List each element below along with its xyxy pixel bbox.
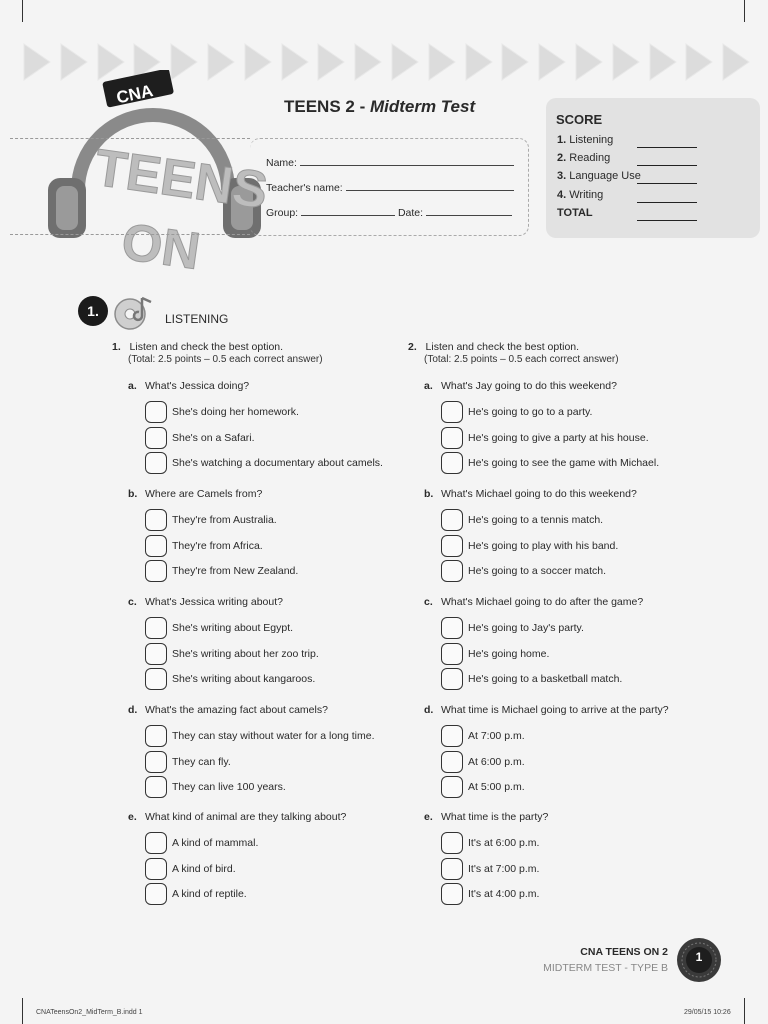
answer-checkbox[interactable]	[441, 643, 463, 665]
chevron-icon	[537, 42, 567, 82]
answer-text: A kind of bird.	[172, 862, 236, 875]
logo-main-text: TEENS	[91, 138, 268, 221]
question	[128, 596, 283, 608]
question-letter: e.	[128, 811, 137, 823]
answer-text: He's going to give a party at his house.	[468, 431, 649, 444]
answer-checkbox[interactable]	[441, 883, 463, 905]
question	[128, 811, 346, 823]
answer-checkbox[interactable]	[145, 535, 167, 557]
chevron-icon	[316, 42, 346, 82]
question-letter: c.	[128, 596, 137, 608]
group-field[interactable]	[266, 206, 512, 219]
answer-text: He's going to Jay's party.	[468, 622, 584, 634]
answer-text: They're from New Zealand.	[172, 565, 299, 577]
exercise-points: (Total: 2.5 points – 0.5 each correct answer)	[128, 354, 323, 365]
answer-text: A kind of reptile.	[172, 888, 247, 900]
logo-brand-text: CNA	[114, 81, 155, 108]
answer-checkbox[interactable]	[441, 427, 463, 449]
score-blank[interactable]	[637, 165, 697, 166]
answer-text: He's going to see the game with Michael.	[468, 457, 660, 469]
answer-text: He's going to a tennis match.	[468, 514, 604, 526]
answer-text: He's going to a soccer match.	[468, 565, 606, 577]
teacher-label: Teacher's name:	[266, 182, 343, 194]
score-row-label: Reading	[569, 152, 611, 164]
answer-text: She's doing her homework.	[172, 406, 299, 418]
chevron-icon	[280, 42, 310, 82]
answer-text: At 6:00 p.m.	[468, 755, 525, 768]
crop-mark	[744, 0, 745, 22]
answer-text: She's writing about Egypt.	[172, 622, 294, 634]
answer-checkbox[interactable]	[441, 858, 463, 880]
answer-checkbox[interactable]	[145, 427, 167, 449]
score-row-label: Writing	[569, 189, 604, 201]
question-text: What's the amazing fact about camels?	[145, 704, 328, 716]
question-letter: d.	[128, 704, 138, 716]
chevron-icon	[648, 42, 678, 82]
title-main: TEENS 2 -	[284, 97, 370, 116]
header-divider	[10, 138, 250, 139]
score-row-label: Listening	[569, 134, 614, 146]
answer-text: They're from Africa.	[172, 539, 263, 552]
chevron-icon	[684, 42, 714, 82]
score-blank[interactable]	[637, 202, 697, 203]
question-letter: d.	[424, 704, 434, 716]
question	[424, 488, 637, 500]
answer-checkbox[interactable]	[145, 560, 167, 582]
answer-text: She's writing about her zoo trip.	[172, 647, 319, 660]
answer-checkbox[interactable]	[441, 535, 463, 557]
cd-audio-icon	[112, 292, 158, 332]
crop-mark	[744, 998, 745, 1024]
question-text: What's Jessica writing about?	[145, 596, 283, 608]
answer-text: He's going to a basketball match.	[468, 673, 623, 685]
answer-checkbox[interactable]	[441, 751, 463, 773]
answer-text: They can stay without water for a long time.	[172, 730, 375, 742]
question-text: What's Michael going to do after the game?	[441, 596, 644, 608]
answer-checkbox[interactable]	[145, 509, 167, 531]
teens-on-logo	[38, 70, 268, 280]
answer-text: He's going to go to a party.	[468, 406, 593, 418]
score-row	[557, 152, 610, 164]
answer-checkbox[interactable]	[441, 509, 463, 531]
score-panel	[546, 98, 760, 238]
question-text: What time is Michael going to arrive at the party?	[441, 704, 669, 716]
answer-checkbox[interactable]	[145, 725, 167, 747]
score-row-label: Language Use	[569, 170, 641, 182]
answer-checkbox[interactable]	[145, 643, 167, 665]
answer-text: A kind of mammal.	[172, 837, 259, 849]
name-field[interactable]	[266, 156, 514, 169]
name-label: Name:	[266, 157, 297, 169]
score-row-number: 2.	[557, 152, 567, 164]
page-title	[284, 97, 475, 117]
question-text: Where are Camels from?	[145, 488, 263, 500]
chevron-icon	[500, 42, 530, 82]
question	[128, 488, 262, 500]
crop-mark	[22, 0, 23, 22]
question-text: What kind of animal are they talking about?	[145, 811, 347, 823]
question-letter: b.	[424, 488, 434, 500]
answer-checkbox[interactable]	[145, 776, 167, 798]
slug-date: 29/05/15 10:26	[684, 1009, 731, 1016]
answer-text: He's going home.	[468, 647, 550, 660]
question	[424, 811, 548, 823]
answer-text: At 5:00 p.m.	[468, 781, 525, 793]
score-blank[interactable]	[637, 147, 697, 148]
question-letter: e.	[424, 811, 433, 823]
answer-checkbox[interactable]	[441, 668, 463, 690]
exercise-number: 1.	[112, 341, 121, 353]
answer-text: It's at 4:00 p.m.	[468, 888, 540, 900]
answer-checkbox[interactable]	[441, 401, 463, 423]
chevron-icon	[353, 42, 383, 82]
answer-checkbox[interactable]	[145, 617, 167, 639]
score-row-number: 3.	[557, 170, 567, 182]
question-text: What's Michael going to do this weekend?	[441, 488, 637, 500]
chevron-icon	[721, 42, 751, 82]
answer-text: They're from Australia.	[172, 514, 277, 526]
header-divider	[10, 234, 250, 235]
footer-subtitle: MIDTERM TEST - TYPE B	[543, 962, 668, 974]
question	[128, 380, 249, 392]
chevron-icon	[390, 42, 420, 82]
question	[424, 596, 643, 608]
answer-text: She's watching a documentary about camels.	[172, 457, 383, 469]
question	[128, 704, 328, 716]
answer-checkbox[interactable]	[145, 751, 167, 773]
exercise-number: 2.	[408, 341, 417, 353]
exercise-points: (Total: 2.5 points – 0.5 each correct answer)	[424, 354, 619, 365]
question-text: What's Jay going to do this weekend?	[441, 380, 617, 392]
exercise-instruction: Listen and check the best option.	[129, 341, 284, 353]
chevron-icon	[427, 42, 457, 82]
exercise-instruction: Listen and check the best option.	[425, 341, 580, 353]
answer-checkbox[interactable]	[145, 668, 167, 690]
answer-checkbox[interactable]	[145, 858, 167, 880]
answer-text: She's writing about kangaroos.	[172, 673, 316, 685]
score-row-number: 4.	[557, 189, 567, 201]
title-italic: Midterm Test	[369, 97, 476, 116]
answer-text: It's at 7:00 p.m.	[468, 862, 540, 875]
page-number: 1	[695, 950, 703, 964]
answer-checkbox[interactable]	[145, 883, 167, 905]
answer-checkbox[interactable]	[441, 560, 463, 582]
answer-checkbox[interactable]	[441, 452, 463, 474]
answer-checkbox[interactable]	[145, 401, 167, 423]
question-letter: a.	[424, 380, 433, 392]
group-label: Group:	[266, 207, 299, 219]
question-letter: a.	[128, 380, 137, 392]
answer-checkbox[interactable]	[441, 617, 463, 639]
question	[424, 704, 669, 716]
answer-checkbox[interactable]	[441, 776, 463, 798]
question	[424, 380, 617, 392]
exercise-heading	[408, 341, 619, 365]
score-row-number: 1.	[557, 134, 567, 146]
question-letter: c.	[424, 596, 433, 608]
answer-checkbox[interactable]	[145, 452, 167, 474]
exercise-heading	[112, 341, 323, 365]
logo-main-text-2: ON	[118, 212, 204, 280]
date-label: Date:	[397, 207, 424, 219]
answer-text: It's at 6:00 p.m.	[468, 837, 540, 849]
score-blank[interactable]	[637, 220, 697, 221]
chevron-icon	[611, 42, 641, 82]
score-row	[557, 207, 593, 219]
score-blank[interactable]	[637, 183, 697, 184]
answer-text: They can fly.	[172, 755, 231, 768]
score-row	[557, 189, 603, 201]
score-row-label: TOTAL	[557, 207, 593, 219]
question-text: What's Jessica doing?	[145, 380, 250, 392]
answer-text: They can live 100 years.	[172, 781, 286, 793]
question-text: What time is the party?	[441, 811, 549, 823]
section-number-badge: 1.	[78, 296, 108, 326]
slug-file: CNATeensOn2_MidTerm_B.indd 1	[36, 1009, 143, 1016]
score-row	[557, 170, 641, 182]
chevron-icon	[574, 42, 604, 82]
answer-text: At 7:00 p.m.	[468, 730, 525, 742]
score-title: SCORE	[556, 112, 603, 127]
section-label: LISTENING	[165, 312, 229, 326]
answer-checkbox[interactable]	[145, 832, 167, 854]
answer-checkbox[interactable]	[441, 832, 463, 854]
answer-text: He's going to play with his band.	[468, 539, 619, 552]
teacher-name-field[interactable]	[266, 181, 514, 194]
answer-checkbox[interactable]	[441, 725, 463, 747]
question-letter: b.	[128, 488, 138, 500]
answer-text: She's on a Safari.	[172, 431, 255, 444]
footer-title: CNA TEENS ON 2	[580, 946, 668, 958]
score-row	[557, 134, 613, 146]
chevron-icon	[464, 42, 494, 82]
crop-mark	[22, 998, 23, 1024]
